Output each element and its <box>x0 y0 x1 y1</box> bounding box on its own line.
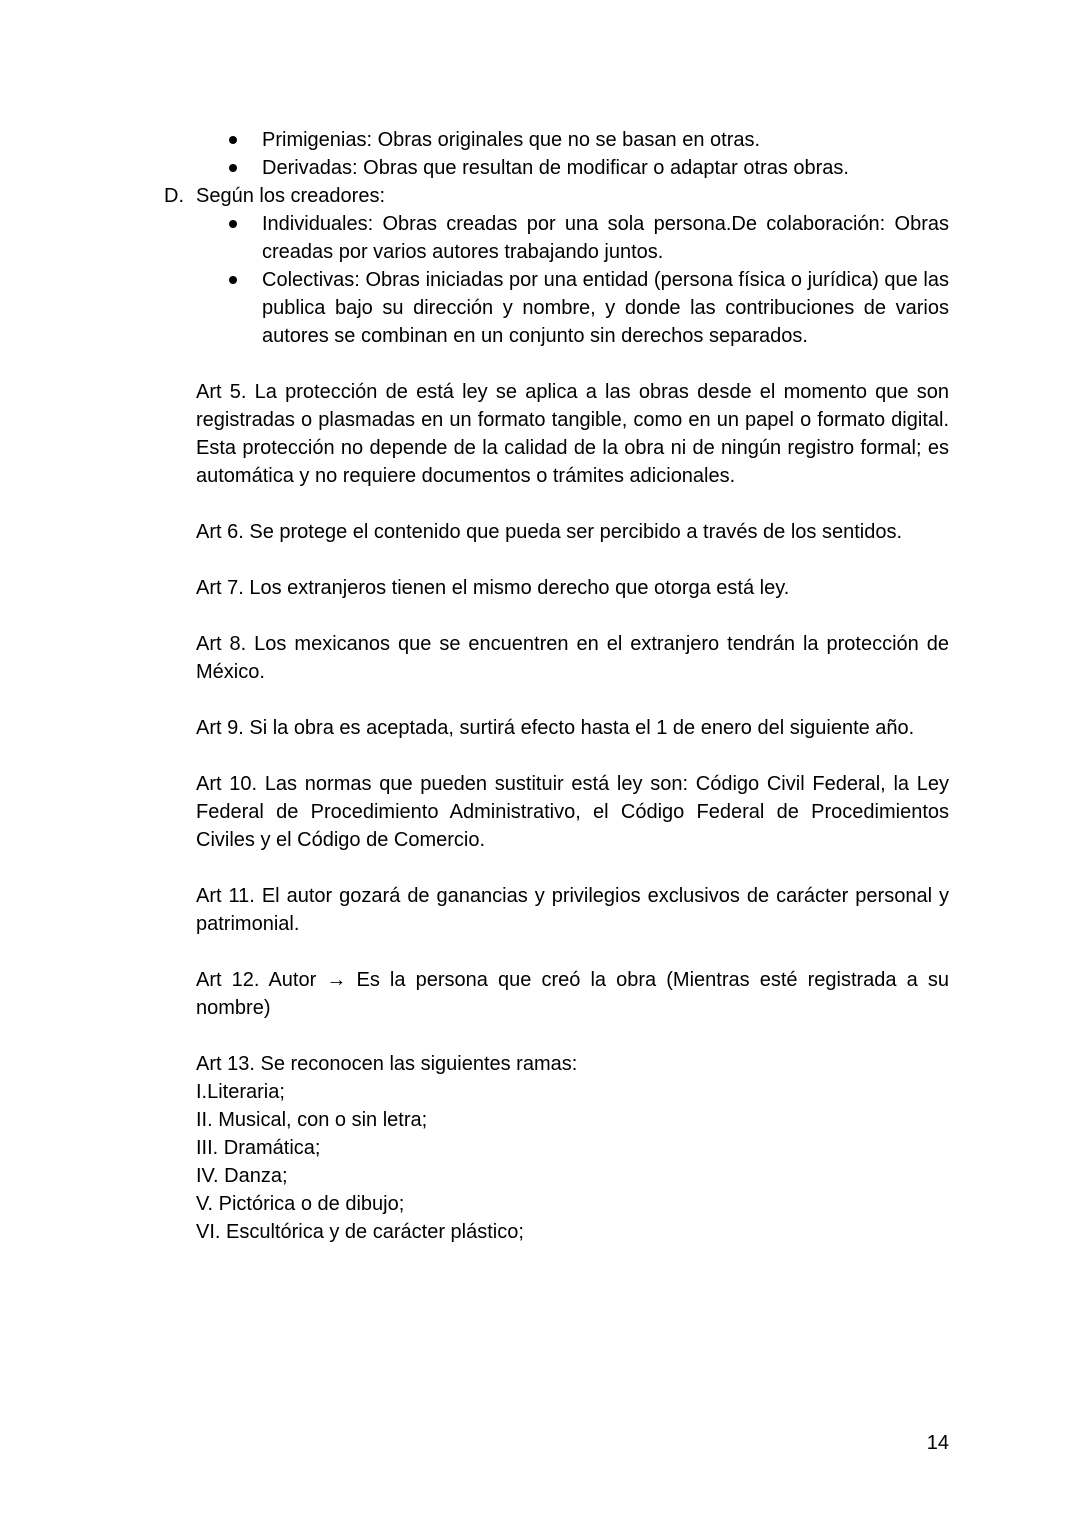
list-item-text: Colectivas: Obras iniciadas por una entidad (persona física o jurídica) que las publica bajo su dirección y nombre, y donde las contribuciones de varios autores se combinan en un conjunto sin derechos separados. <box>262 269 949 347</box>
branch-line: VI. Escultórica y de carácter plástico; <box>196 1221 524 1243</box>
list-item-text: Derivadas: Obras que resultan de modificar o adaptar otras obras. <box>262 157 849 179</box>
bullet-icon <box>229 220 237 228</box>
list-item-d <box>164 182 949 210</box>
branch-line: II. Musical, con o sin letra; <box>196 1109 428 1131</box>
branch-line: IV. Danza; <box>196 1165 288 1187</box>
bullet-icon <box>229 136 237 144</box>
list-item <box>262 154 949 182</box>
article-paragraph-art7: Art 7. Los extranjeros tienen el mismo derecho que otorga está ley. <box>196 577 790 599</box>
bullet-icon <box>229 276 237 284</box>
list-item <box>262 126 949 154</box>
article-paragraph-art13-intro: Art 13. Se reconocen las siguientes ramas: <box>196 1053 578 1075</box>
article-paragraph-art12: Art 12. Autor → Es la persona que creó la obra (Mientras esté registrada a su nombre) <box>196 969 949 1019</box>
page-number: 14 <box>926 1432 949 1454</box>
branch-line: I.Literaria; <box>196 1081 285 1103</box>
article-paragraph-art9: Art 9. Si la obra es aceptada, surtirá efecto hasta el 1 de enero del siguiente año. <box>196 717 915 739</box>
branch-line: III. Dramática; <box>196 1137 321 1159</box>
bullet-icon <box>229 164 237 172</box>
article-paragraph-art11: Art 11. El autor gozará de ganancias y privilegios exclusivos de carácter personal y patrimonial. <box>196 885 949 935</box>
list-item-text: Individuales: Obras creadas por una sola persona.De colaboración: Obras creadas por varios autores trabajando juntos. <box>262 213 949 263</box>
article-paragraph-art6: Art 6. Se protege el contenido que pueda ser percibido a través de los sentidos. <box>196 521 903 543</box>
list-item <box>262 210 949 266</box>
list-item <box>262 266 949 350</box>
list-letter-marker: D. <box>164 185 184 207</box>
article-paragraph-art10: Art 10. Las normas que pueden sustituir está ley son: Código Civil Federal, la Ley Federal de Procedimiento Administrativo, el Código Federal de Procedimientos Civiles y el Código de Comercio. <box>196 773 949 851</box>
list-item-text: Según los creadores: <box>196 185 386 207</box>
article-paragraph-art8: Art 8. Los mexicanos que se encuentren en el extranjero tendrán la protección de México. <box>196 633 949 683</box>
document-body <box>131 126 949 1246</box>
article-paragraph-art5: Art 5. La protección de está ley se aplica a las obras desde el momento que son registradas o plasmadas en un formato tangible, como en un papel o formato digital. Esta protección no depende de la calidad de la obra ni de ningún registro formal; es automática y no requiere documentos o trámites adicionales. <box>196 381 949 487</box>
branch-line: V. Pictórica o de dibujo; <box>196 1193 405 1215</box>
list-item-text: Primigenias: Obras originales que no se basan en otras. <box>262 129 761 151</box>
